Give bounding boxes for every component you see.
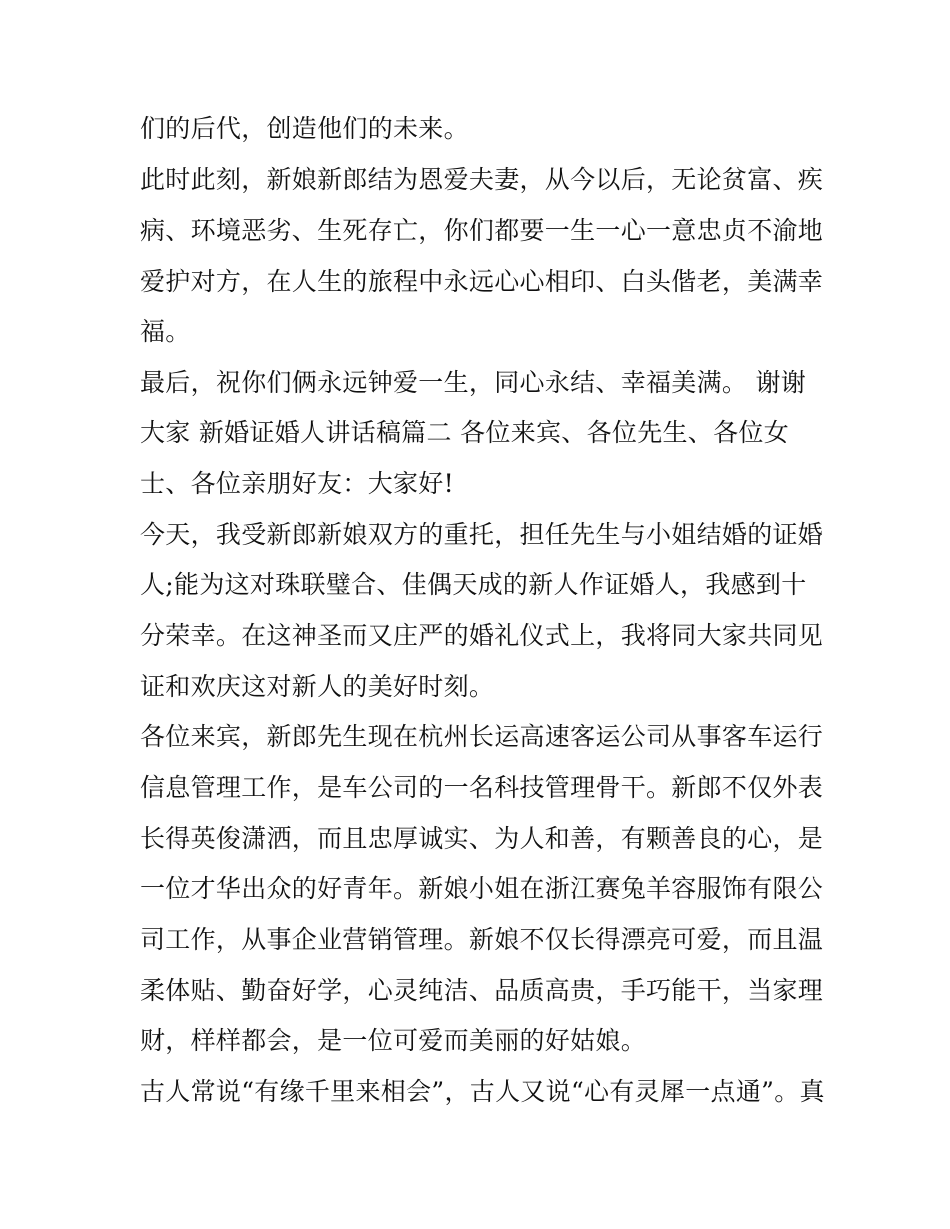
- text-line: 士、各位亲朋好友：大家好!: [140, 469, 454, 498]
- text-line: 财，样样都会，是一位可爱而美丽的好姑娘。: [140, 1026, 647, 1055]
- text-line: 古人常说“有缘千里来相会”，古人又说“心有灵犀一点通”。真: [140, 1077, 825, 1106]
- text-line: 今天，我受新郎新娘双方的重托，担任先生与小姐结婚的证婚: [140, 520, 824, 549]
- text-line: 柔体贴、勤奋好学，心灵纯洁、品质高贵，手巧能干，当家理: [140, 976, 824, 1005]
- text-line: 人;能为这对珠联璧合、佳偶天成的新人作证婚人，我感到十: [140, 570, 807, 599]
- text-line: 长得英俊潇洒，而且忠厚诚实、为人和善，有颗善良的心，是: [140, 824, 824, 853]
- text-line: 证和欢庆这对新人的美好时刻。: [140, 672, 495, 701]
- text-line: 分荣幸。在这神圣而又庄严的婚礼仪式上，我将同大家共同见: [140, 621, 824, 650]
- text-line: 们的后代，创造他们的未来。: [140, 114, 469, 143]
- text-line: 一位才华出众的好青年。新娘小姐在浙江赛兔羊容服饰有限公: [140, 874, 824, 903]
- text-line: 病、环境恶劣、生死存亡，你们都要一生一心一意忠贞不渝地: [140, 216, 824, 245]
- text-line: 此时此刻，新娘新郎结为恩爱夫妻，从今以后，无论贫富、疾: [140, 165, 824, 194]
- text-line: 司工作，从事企业营销管理。新娘不仅长得漂亮可爱，而且温: [140, 925, 824, 954]
- text-line: 爱护对方，在人生的旅程中永远心心相印、白头偕老，美满幸: [140, 267, 824, 296]
- text-line: 福。: [140, 317, 191, 346]
- text-line: 信息管理工作，是车公司的一名科技管理骨干。新郎不仅外表: [140, 773, 824, 802]
- text-line: 各位来宾，新郎先生现在杭州长运高速客运公司从事客车运行: [140, 722, 824, 751]
- text-line: 最后，祝你们俩永远钟爱一生，同心永结、幸福美满。 谢谢: [140, 368, 807, 397]
- text-line: 大家 新婚证婚人讲话稿篇二 各位来宾、各位先生、各位女: [140, 418, 789, 447]
